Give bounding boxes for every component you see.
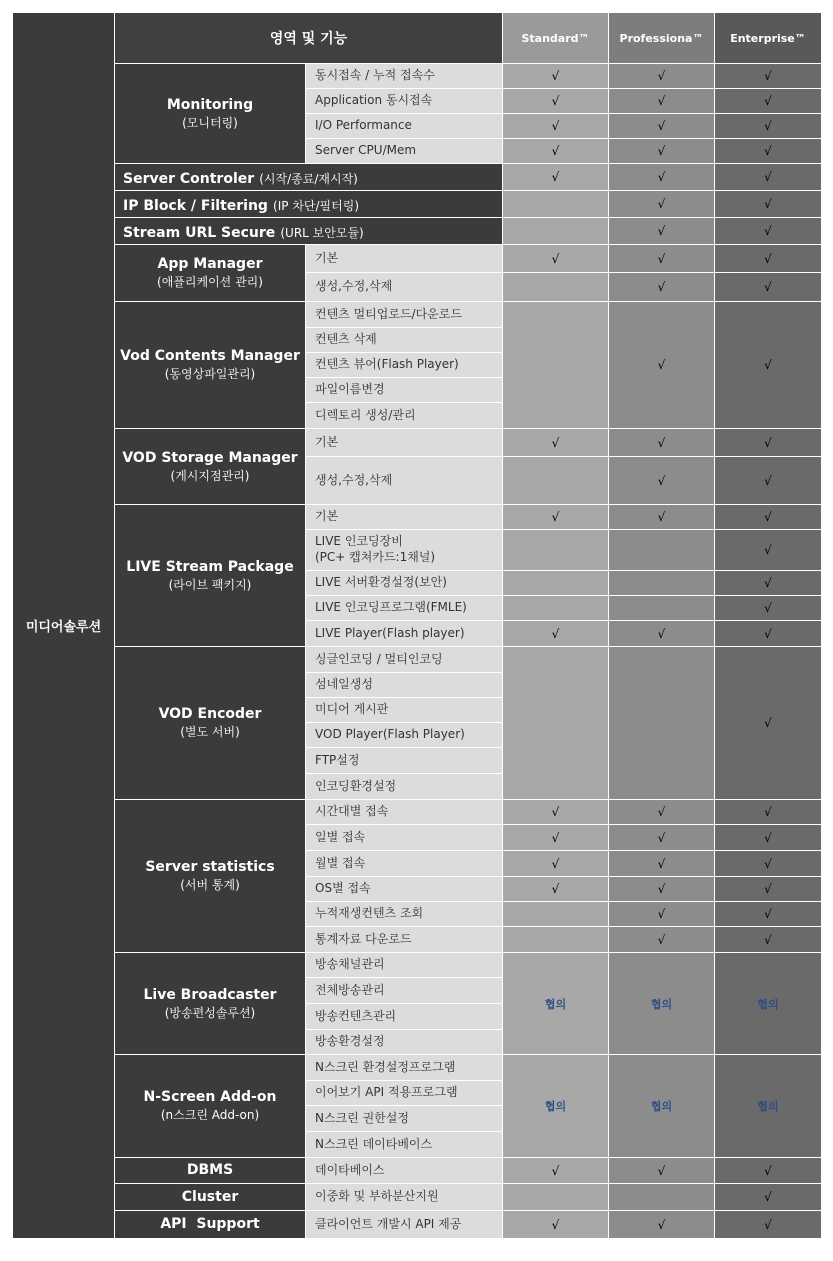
group-name: Vod Contents Manager (120, 348, 300, 365)
enterprise-check: √ (715, 64, 822, 89)
feature-cell: VOD Player(Flash Player) (306, 723, 503, 748)
feature-cell: 인코딩환경설정 (306, 774, 503, 800)
feature-comparison-table (12, 12, 822, 1239)
professional-check: √ (609, 429, 715, 457)
enterprise-check: √ (715, 191, 822, 218)
negotiation-label: 협의 (650, 1100, 673, 1113)
feature-cell: LIVE 서버환경설정(보안) (306, 571, 503, 596)
enterprise-check: √ (715, 647, 822, 800)
negotiation-label: 협의 (544, 997, 567, 1011)
group-name: App Manager (157, 256, 263, 273)
feature-cell: 기본 (306, 505, 503, 530)
enterprise-check: √ (715, 273, 822, 302)
standard-empty (503, 302, 609, 429)
standard-negotiation (503, 1055, 609, 1158)
group-name: Server Controler (123, 170, 255, 187)
enterprise-check: √ (715, 902, 822, 927)
feature-cell: 이중화 및 부하분산지원 (306, 1184, 503, 1211)
enterprise-check: √ (715, 1184, 822, 1211)
feature-cell: 통계자료 다운로드 (306, 927, 503, 953)
professional-check: √ (609, 800, 715, 825)
feature-cell: 시간대별 접속 (306, 800, 503, 825)
feature-cell: 기본 (306, 245, 503, 273)
header-enterprise: Enterprise™ (715, 13, 822, 64)
professional-check: √ (609, 114, 715, 139)
feature-cell: 파일이름변경 (306, 378, 503, 403)
feature-cell: 이어보기 API 적용프로그램 (306, 1081, 503, 1106)
feature-cell: 컨텐츠 뷰어(Flash Player) (306, 353, 503, 378)
standard-check: √ (503, 89, 609, 114)
professional-check: √ (609, 1211, 715, 1239)
standard-empty (503, 218, 609, 245)
group-subtitle: (동영상파일관리) (164, 367, 256, 382)
standard-check: √ (503, 851, 609, 877)
enterprise-check: √ (715, 89, 822, 114)
standard-check: √ (503, 825, 609, 851)
group-name: IP Block / Filtering (123, 197, 268, 214)
feature-cell: 생성,수정,삭제 (306, 457, 503, 505)
group-name: Server statistics (145, 859, 275, 876)
standard-check: √ (503, 114, 609, 139)
feature-cell: N스크린 권한설정 (306, 1106, 503, 1132)
professional-check: √ (609, 927, 715, 953)
header-standard: Standard™ (503, 13, 609, 64)
group-server-statistics (115, 800, 306, 953)
group-subtitle: (n스크린 Add-on) (160, 1108, 260, 1123)
feature-cell: 기본 (306, 429, 503, 457)
group-live-stream-package (115, 505, 306, 647)
professional-check: √ (609, 139, 715, 164)
feature-cell: N스크린 데이타베이스 (306, 1132, 503, 1158)
professional-check: √ (609, 273, 715, 302)
feature-cell: 전체방송관리 (306, 978, 503, 1004)
standard-empty (503, 927, 609, 953)
standard-check: √ (503, 621, 609, 647)
standard-check: √ (503, 164, 609, 191)
feature-cell: 방송채널관리 (306, 953, 503, 978)
feature-cell: 섬네일생성 (306, 673, 503, 698)
professional-negotiation (609, 1055, 715, 1158)
feature-cell: 일별 접속 (306, 825, 503, 851)
feature-cell: 미디어 게시판 (306, 698, 503, 723)
feature-cell (306, 530, 503, 571)
enterprise-check: √ (715, 530, 822, 571)
standard-empty (503, 457, 609, 505)
group-name: Cluster (181, 1188, 239, 1205)
group-app-manager (115, 245, 306, 302)
professional-empty (609, 571, 715, 596)
professional-check: √ (609, 877, 715, 902)
group-name: Stream URL Secure (123, 224, 276, 241)
group-name: VOD Storage Manager (122, 449, 298, 466)
enterprise-check: √ (715, 877, 822, 902)
standard-empty (503, 902, 609, 927)
professional-check: √ (609, 218, 715, 245)
enterprise-negotiation (715, 953, 822, 1055)
group-subtitle: (방송편성솔루션) (164, 1005, 256, 1020)
enterprise-check: √ (715, 139, 822, 164)
feature-cell: Application 동시접속 (306, 89, 503, 114)
group-name: Monitoring (166, 96, 254, 113)
feature-cell: 생성,수정,삭제 (306, 273, 503, 302)
feature-cell: 방송컨텐츠관리 (306, 1004, 503, 1030)
negotiation-label: 협의 (757, 1100, 779, 1113)
standard-check: √ (503, 1211, 609, 1239)
group-name: VOD Encoder (158, 706, 262, 723)
standard-check: √ (503, 877, 609, 902)
side-category-label: 미디어솔루션 (13, 13, 115, 1239)
group-stream-url-secure (115, 218, 503, 245)
group-server-controler (115, 164, 503, 191)
enterprise-check: √ (715, 800, 822, 825)
group-vod-storage-manager (115, 429, 306, 505)
professional-check: √ (609, 164, 715, 191)
standard-empty (503, 530, 609, 571)
enterprise-check: √ (715, 505, 822, 530)
standard-check: √ (503, 64, 609, 89)
feature-cell: 컨텐츠 삭제 (306, 328, 503, 353)
group-subtitle: (모니터링) (182, 115, 238, 130)
group-vod-encoder (115, 647, 306, 800)
enterprise-check: √ (715, 302, 822, 429)
group-name: DBMS (186, 1162, 234, 1179)
group-subtitle: (시작/종료/재시작) (259, 171, 358, 186)
feature-cell: 동시접속 / 누적 접속수 (306, 64, 503, 89)
group-subtitle: (IP 차단/필터링) (273, 198, 360, 213)
professional-check: √ (609, 851, 715, 877)
professional-negotiation (609, 953, 715, 1055)
negotiation-label: 협의 (544, 1100, 567, 1113)
negotiation-label: 협의 (757, 997, 779, 1011)
enterprise-check: √ (715, 245, 822, 273)
professional-check: √ (609, 1158, 715, 1184)
feature-cell: OS별 접속 (306, 877, 503, 902)
professional-check: √ (609, 505, 715, 530)
group-vod-contents-manager (115, 302, 306, 429)
feature-cell: 데이타베이스 (306, 1158, 503, 1184)
enterprise-check: √ (715, 825, 822, 851)
feature-cell: LIVE 인코딩프로그램(FMLE) (306, 596, 503, 621)
enterprise-negotiation (715, 1055, 822, 1158)
feature-cell: LIVE Player(Flash player) (306, 621, 503, 647)
professional-empty (609, 1184, 715, 1211)
feature-cell: 월별 접속 (306, 851, 503, 877)
feature-line: (PC+ 캡쳐카드:1채널) (315, 550, 436, 564)
group-name: API Support (160, 1216, 260, 1233)
professional-empty (609, 530, 715, 571)
group-subtitle: (애플리케이션 관리) (157, 275, 263, 290)
enterprise-check: √ (715, 429, 822, 457)
enterprise-check: √ (715, 218, 822, 245)
enterprise-check: √ (715, 596, 822, 621)
feature-cell: N스크린 환경설정프로그램 (306, 1055, 503, 1081)
enterprise-check: √ (715, 927, 822, 953)
professional-check: √ (609, 64, 715, 89)
feature-line: LIVE 인코딩장비 (315, 534, 403, 549)
feature-cell: 디렉토리 생성/관리 (306, 403, 503, 429)
group-name: Live Broadcaster (143, 986, 277, 1003)
enterprise-check: √ (715, 571, 822, 596)
professional-check: √ (609, 902, 715, 927)
group-api-support (115, 1211, 306, 1239)
standard-empty (503, 273, 609, 302)
enterprise-check: √ (715, 851, 822, 877)
standard-empty (503, 596, 609, 621)
group-name: N-Screen Add-on (143, 1089, 277, 1106)
standard-empty (503, 191, 609, 218)
professional-empty (609, 596, 715, 621)
standard-check: √ (503, 1158, 609, 1184)
group-subtitle: (URL 보안모듈) (280, 225, 364, 240)
group-cluster (115, 1184, 306, 1211)
feature-cell: FTP설정 (306, 748, 503, 774)
group-name: LIVE Stream Package (126, 558, 294, 575)
enterprise-check: √ (715, 621, 822, 647)
feature-cell: 컨텐츠 멀티업로드/다운로드 (306, 302, 503, 328)
professional-empty (609, 647, 715, 800)
group-subtitle: (라이브 팩키지) (168, 577, 252, 592)
standard-negotiation (503, 953, 609, 1055)
group-subtitle: (게시지점관리) (170, 468, 250, 483)
professional-check: √ (609, 245, 715, 273)
group-live-broadcaster (115, 953, 306, 1055)
group-subtitle: (별도 서버) (180, 725, 240, 740)
professional-check: √ (609, 302, 715, 429)
header-professional: Professiona™ (609, 13, 715, 64)
enterprise-check: √ (715, 114, 822, 139)
group-monitoring (115, 64, 306, 164)
negotiation-label: 협의 (650, 997, 673, 1011)
feature-cell: 누적재생컨텐츠 조회 (306, 902, 503, 927)
professional-check: √ (609, 89, 715, 114)
group-ip-block (115, 191, 503, 218)
group-n-screen-add-on (115, 1055, 306, 1158)
standard-check: √ (503, 429, 609, 457)
group-dbms (115, 1158, 306, 1184)
enterprise-check: √ (715, 1158, 822, 1184)
enterprise-check: √ (715, 457, 822, 505)
feature-cell: 싱글인코딩 / 멀티인코딩 (306, 647, 503, 673)
feature-cell: 방송환경설정 (306, 1030, 503, 1055)
standard-empty (503, 1184, 609, 1211)
feature-comparison-table-wrapper (12, 12, 822, 1239)
standard-check: √ (503, 800, 609, 825)
standard-empty (503, 647, 609, 800)
enterprise-check: √ (715, 164, 822, 191)
feature-cell: Server CPU/Mem (306, 139, 503, 164)
professional-check: √ (609, 621, 715, 647)
standard-check: √ (503, 505, 609, 530)
enterprise-check: √ (715, 1211, 822, 1239)
professional-check: √ (609, 825, 715, 851)
feature-cell: I/O Performance (306, 114, 503, 139)
standard-check: √ (503, 139, 609, 164)
standard-empty (503, 571, 609, 596)
feature-cell: 클라이언트 개발시 API 제공 (306, 1211, 503, 1239)
header-area-features: 영역 및 기능 (115, 13, 503, 64)
professional-check: √ (609, 457, 715, 505)
professional-check: √ (609, 191, 715, 218)
group-subtitle: (서버 통계) (180, 878, 240, 893)
standard-check: √ (503, 245, 609, 273)
